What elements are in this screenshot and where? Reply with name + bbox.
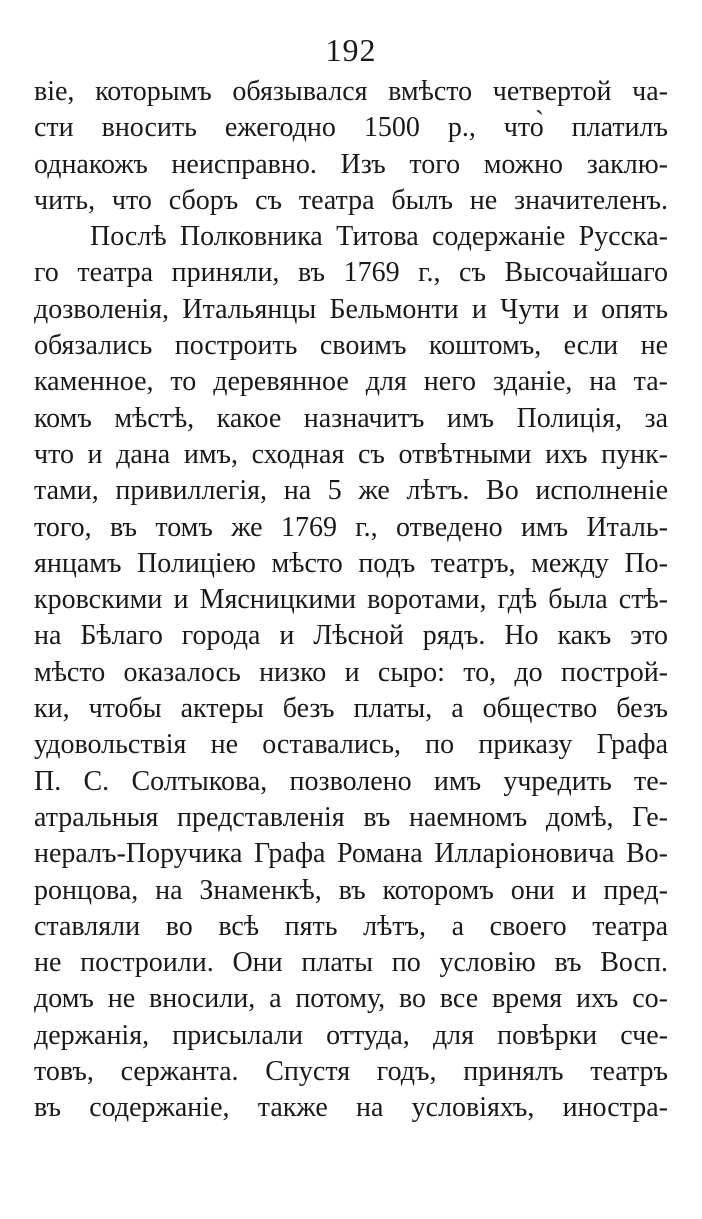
- text-line: атральныя представленія въ наемномъ домѣ, Ге-: [34, 801, 668, 833]
- text-line: комъ мѣстѣ, какое назначитъ имъ Полиція, за: [34, 402, 668, 434]
- text-line: тами, привиллегія, на 5 же лѣтъ. Во исполненіе: [34, 475, 668, 507]
- text-line: каменное, то деревянное для него зданіе, на та-: [34, 366, 668, 398]
- text-line: однакожъ неисправно. Изъ того можно заклю-: [34, 148, 668, 180]
- text-line: янцамъ Полиціею мѣсто подъ театръ, между По-: [34, 547, 668, 579]
- text-line: віе, которымъ обязывался вмѣсто четвертой ча-: [34, 76, 668, 107]
- text-line: сти вносить ежегодно 1500 р., что̀ платилъ: [34, 112, 668, 144]
- text-line: обязались построить своимъ коштомъ, если не: [34, 330, 668, 362]
- text-line: удовольствія не оставались, по приказу Графа: [34, 729, 668, 761]
- page-text-body: [34, 74, 668, 1127]
- text-line: того, въ томъ же 1769 г., отведено имъ Италь-: [34, 511, 668, 543]
- text-line: ки, чтобы актеры безъ платы, а общество безъ: [34, 693, 668, 725]
- page-number: 192: [325, 32, 377, 68]
- text-line: въ содержаніе, также на условіяхъ, иностра-: [34, 1092, 668, 1124]
- text-line: чить, что сборъ съ театра былъ не значителенъ.: [34, 184, 668, 216]
- text-line: мѣсто оказалось низко и сыро: то, до построй-: [34, 656, 668, 688]
- text-line: ставляли во всѣ пять лѣтъ, а своего театра: [34, 910, 668, 942]
- text-line: что и дана имъ, сходная съ отвѣтными ихъ пунк-: [34, 438, 668, 470]
- text-line: не построили. Они платы по условію въ Восп.: [34, 947, 668, 979]
- text-line: П. С. Солтыкова, позволено имъ учредить те-: [34, 765, 668, 797]
- text-line: товъ, сержанта. Спустя годъ, принялъ театръ: [34, 1056, 668, 1088]
- text-line-paragraph-start: Послѣ Полковника Титова содержаніе Русска-: [90, 221, 668, 253]
- text-line: держанія, присылали оттуда, для повѣрки сче-: [34, 1019, 668, 1051]
- text-line: домъ не вносили, а потому, во все время ихъ со-: [34, 983, 668, 1015]
- text-line: го театра приняли, въ 1769 г., съ Высочайшаго: [34, 257, 668, 289]
- text-line: дозволенія, Итальянцы Бельмонти и Чути и опять: [34, 293, 668, 325]
- text-line: нералъ-Поручика Графа Романа Илларіоновича Во-: [34, 838, 668, 870]
- text-line: кровскими и Мясницкими воротами, гдѣ была стѣ-: [34, 584, 668, 616]
- text-line: на Бѣлаго города и Лѣсной рядъ. Но какъ это: [34, 620, 668, 652]
- text-line: ронцова, на Знаменкѣ, въ которомъ они и пред-: [34, 874, 668, 906]
